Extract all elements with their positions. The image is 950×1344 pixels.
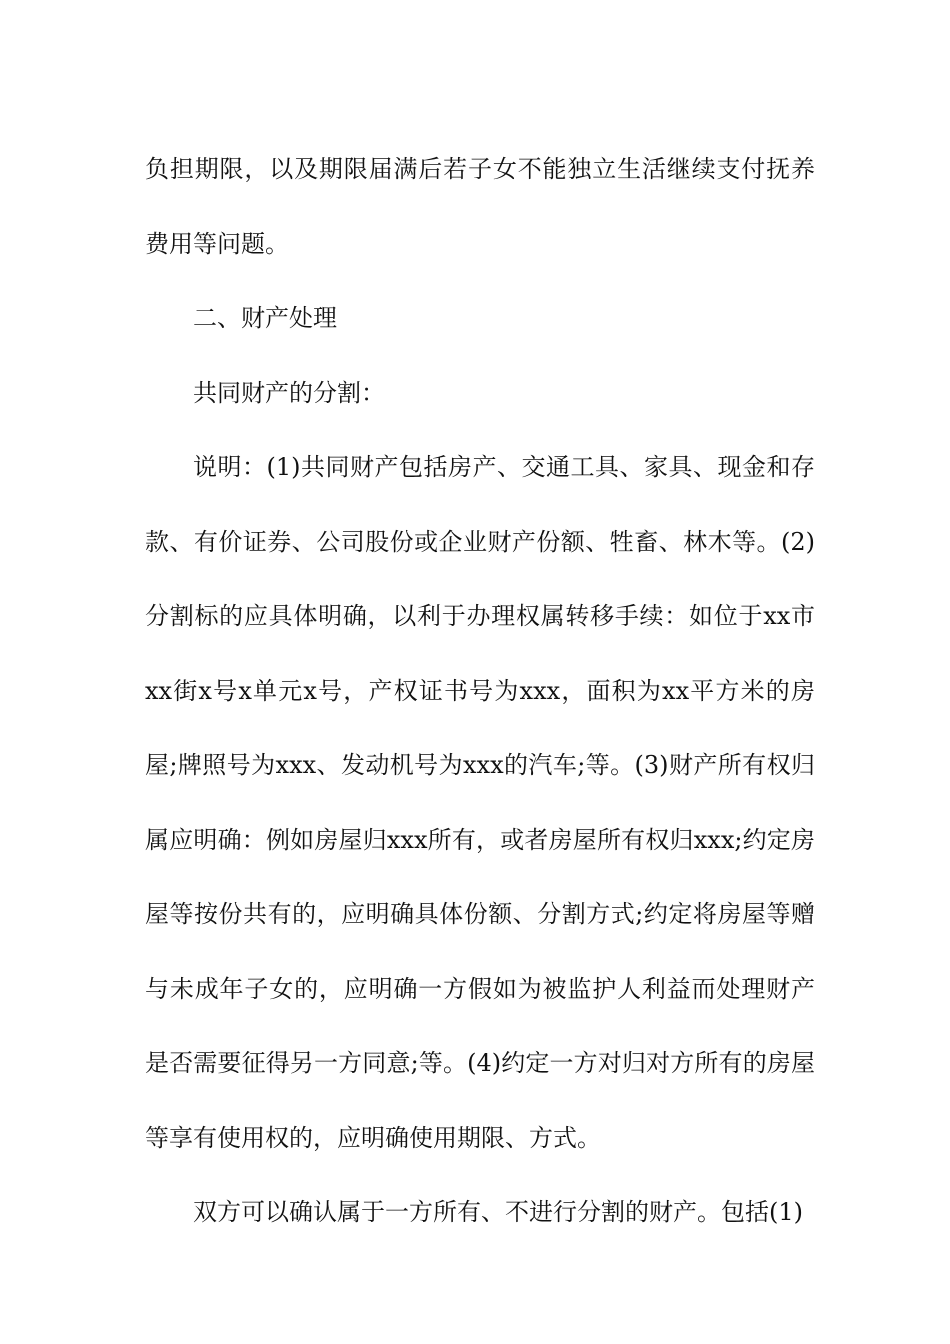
paragraph-explanation: 说明：(1)共同财产包括房产、交通工具、家具、现金和存款、有价证券、公司股份或企业财产份额、牲畜、林木等。(2)分割标的应具体明确，以利于办理权属转移手续：如位于xx市xx街x号x单元x号，产权证书号为xxx，面积为xx平方米的房屋;牌照号为xxx、发动机号为xxx的汽车;等。(3)财产所有权归属应明确：例如房屋归xxx所有，或者房屋所有权归xxx;约定房屋等按份共有的，应明确具体份额、分割方式;约定将房屋等赠与未成年子女的，应明确一方假如为被监护人利益而处理财产是否需要征得另一方同意;等。(4)约定一方对归对方所有的房屋等享有使用权的，应明确使用期限、方式。 bbox=[145, 453, 815, 1152]
document-body bbox=[145, 132, 815, 1250]
section-heading-property: 二、财产处理 bbox=[193, 304, 337, 332]
subheading-joint-property-division: 共同财产的分割： bbox=[193, 378, 385, 407]
paragraph-child-support-term: 负担期限，以及期限届满后若子女不能独立生活继续支付抚养费用等问题。 bbox=[145, 155, 815, 258]
paragraph-separate-property: 双方可以确认属于一方所有、不进行分割的财产。包括(1) bbox=[193, 1198, 803, 1226]
